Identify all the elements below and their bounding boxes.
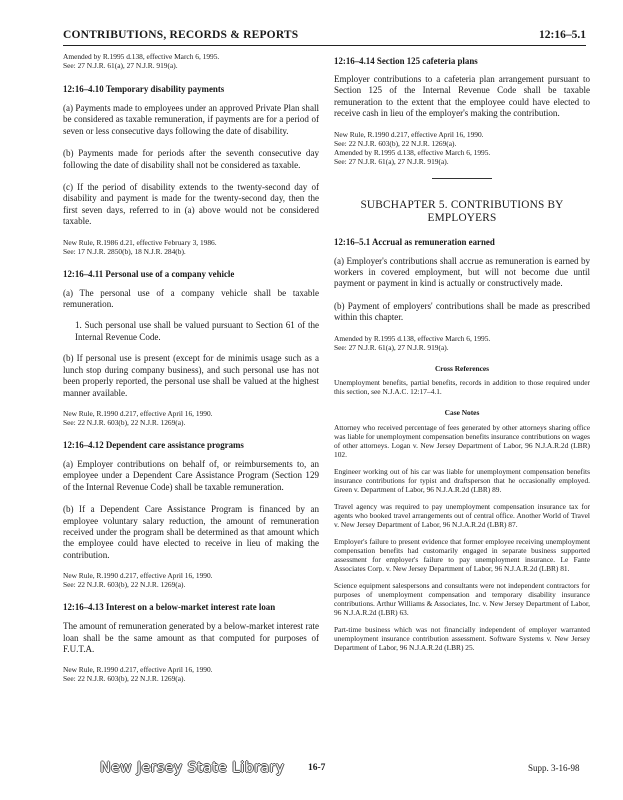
citation-line: Amended by R.1995 d.138, effective March 6, 1995. <box>334 147 491 157</box>
paragraph: The amount of remuneration generated by a below-market interest rate loan shall be the same amount as that computed for purposes of F.U.T.A. <box>63 621 319 654</box>
section-heading-4-10: 12:16–4.10 Temporary disability payments <box>63 84 225 94</box>
citation-line: See: 22 N.J.R. 603(b), 22 N.J.R. 1269(a). <box>63 417 186 427</box>
paragraph: (b) If personal use is present (except for de minimis usage such as a lunch stop during company business), and such personal use has not been properly reported, the personal use shall be valued at the highest manner available. <box>63 353 319 398</box>
header-title: CONTRIBUTIONS, RECORDS & REPORTS <box>63 29 299 41</box>
case-note: Attorney who received percentage of fees generated by other attorneys sharing office was liable for unemployment compensation benefits insurance contributions on wages of other attorneys. Logan v. New Jersey Department of Labor, 96 N.J.A.R.2d (LBR) 102. <box>334 422 590 459</box>
paragraph: (a) The personal use of a company vehicle shall be taxable remuneration. <box>63 287 319 310</box>
citation-line: See: 22 N.J.R. 603(b), 22 N.J.R. 1269(a). <box>63 674 186 684</box>
paragraph: Employer contributions to a cafeteria plan arrangement pursuant to Section 125 of the Internal Revenue Code shall be taxable remuneration to the extent that the employee could have elected to receive cash in lieu of the employer's making the contribution. <box>334 74 590 119</box>
case-note: Employer's failure to present evidence that former employee receiving unemployment compensation benefits had customarily engaged in separate business supported assessment for employer's failure to pay unemployment insurance. Le Fante Associates Corp. v. New Jersey Department of Labor, 96 N.J.A.R.2d (LBR) 81. <box>334 536 590 573</box>
page-number: 16-7 <box>308 763 326 773</box>
case-note: Engineer working out of his car was liable for unemployment compensation benefits insurance contributions for typist and draftsperson that he occasionally employed. Green v. Department of Labor, 96 N.J.A.R.2d (LBR) 89. <box>334 466 590 494</box>
paragraph: (a) Employer contributions on behalf of, or reimbursements to, an employee under a Dependent Care Assistance Program (Section 129 of the Internal Revenue Code) shall be taxable remuneration. <box>63 458 319 492</box>
paragraph: (c) If the period of disability extends to the twenty-second day of disability and payment is made for the twenty-second day, then the first seven days, referred to in (a) above would not be considered taxable. <box>63 182 319 227</box>
page-footer <box>0 758 623 778</box>
citation-line: New Rule, R.1990 d.217, effective April 16, 1990. <box>334 129 484 139</box>
header-section-number: 12:16–5.1 <box>539 29 586 41</box>
cross-reference-note: Unemployment benefits, partial benefits, records in addition to those required under this section, see N.J.A.C. 12:17–4.1. <box>334 377 590 396</box>
citation-line: See: 17 N.J.R. 2850(b), 18 N.J.R. 284(b). <box>63 246 186 256</box>
citation-line: See: 22 N.J.R. 603(b), 22 N.J.R. 1269(a). <box>334 138 457 148</box>
paragraph: (a) Employer's contributions shall accrue as remuneration is earned by workers in covered employment, but will not become due until payment or payment in kind is actually or constructively made. <box>334 255 590 289</box>
section-divider <box>432 178 492 179</box>
citation-line: New Rule, R.1990 d.217, effective April 16, 1990. <box>63 665 213 675</box>
citation-line: See: 27 N.J.R. 61(a), 27 N.J.R. 919(a). <box>63 61 178 70</box>
section-heading-5-1: 12:16–5.1 Accrual as remuneration earned <box>334 236 495 247</box>
citation-line: See: 27 N.J.R. 61(a), 27 N.J.R. 919(a). <box>334 342 449 352</box>
citation-line: New Rule, R.1986 d.21, effective February 3, 1986. <box>63 237 217 247</box>
paragraph: (b) Payment of employers' contributions shall be made as prescribed within this chapter. <box>334 300 590 323</box>
citation-line: Amended by R.1995 d.138, effective March 6, 1995. <box>334 333 491 343</box>
case-note: Science equipment salespersons and consultants were not independent contractors for purposes of unemployment compensation and temporary disability insurance contributions. Arthur Williams & Associates, Inc. v. New Jersey Department of Labor, 96 N.J.A.R.2d (LBR) 63. <box>334 580 590 617</box>
section-heading-4-13: 12:16–4.13 Interest on a below-market interest rate loan <box>63 602 276 613</box>
section-heading-4-14: 12:16–4.14 Section 125 cafeteria plans <box>334 56 478 66</box>
citation-line: Amended by R.1995 d.138, effective March 6, 1995. <box>63 52 220 61</box>
case-note: Part-time business which was not financially independent of employer warranted unemployment insurance contribution assessment. Software Systems v. New Jersey Department of Labor, 96 N.J.A.R.2d (LBR) 25. <box>334 624 590 652</box>
paragraph: (b) Payments made for periods after the seventh consecutive day following the date of disability shall not be considered as taxable. <box>63 148 319 170</box>
citation-line: New Rule, R.1990 d.217, effective April 16, 1990. <box>63 408 213 418</box>
paragraph: (a) Payments made to employees under an approved Private Plan shall be considered as taxable remuneration, if payments are for a period of seven or less consecutive days following the date of disability. <box>63 103 319 136</box>
section-heading-4-12: 12:16–4.12 Dependent care assistance programs <box>63 439 244 450</box>
paragraph: (b) If a Dependent Care Assistance Program is financed by an employee voluntary salary reduction, the amount of remuneration received under the program shall be determined as that amount which the employee could have elected to receive in lieu of making the contribution. <box>63 504 319 560</box>
case-note: Travel agency was required to pay unemployment compensation insurance tax for agents who booked travel arrangements out of central office. Another World of Travel v. New Jersey Department of Labor, 96 N.J.A.R.2d (LBR) 87. <box>334 501 590 529</box>
case-notes-heading: Case Notes <box>444 407 480 417</box>
section-heading-4-11: 12:16–4.11 Personal use of a company vehicle <box>63 268 235 279</box>
supplement-date: Supp. 3-16-98 <box>528 763 580 773</box>
citation-line: See: 27 N.J.R. 61(a), 27 N.J.R. 919(a). <box>334 156 449 166</box>
citation-line: New Rule, R.1990 d.217, effective April 16, 1990. <box>63 571 213 581</box>
citation-line: See: 22 N.J.R. 603(b), 22 N.J.R. 1269(a). <box>63 580 186 590</box>
library-watermark: New Jersey State Library <box>100 760 285 776</box>
running-header <box>63 29 586 46</box>
paragraph: 1. Such personal use shall be valued pursuant to Section 61 of the Internal Revenue Code. <box>75 320 319 342</box>
cross-references-heading: Cross References <box>434 363 490 373</box>
subchapter-heading: EMPLOYERS <box>427 211 497 224</box>
subchapter-heading: SUBCHAPTER 5. CONTRIBUTIONS BY <box>360 198 564 211</box>
left-column <box>63 52 319 683</box>
right-column <box>334 52 590 652</box>
